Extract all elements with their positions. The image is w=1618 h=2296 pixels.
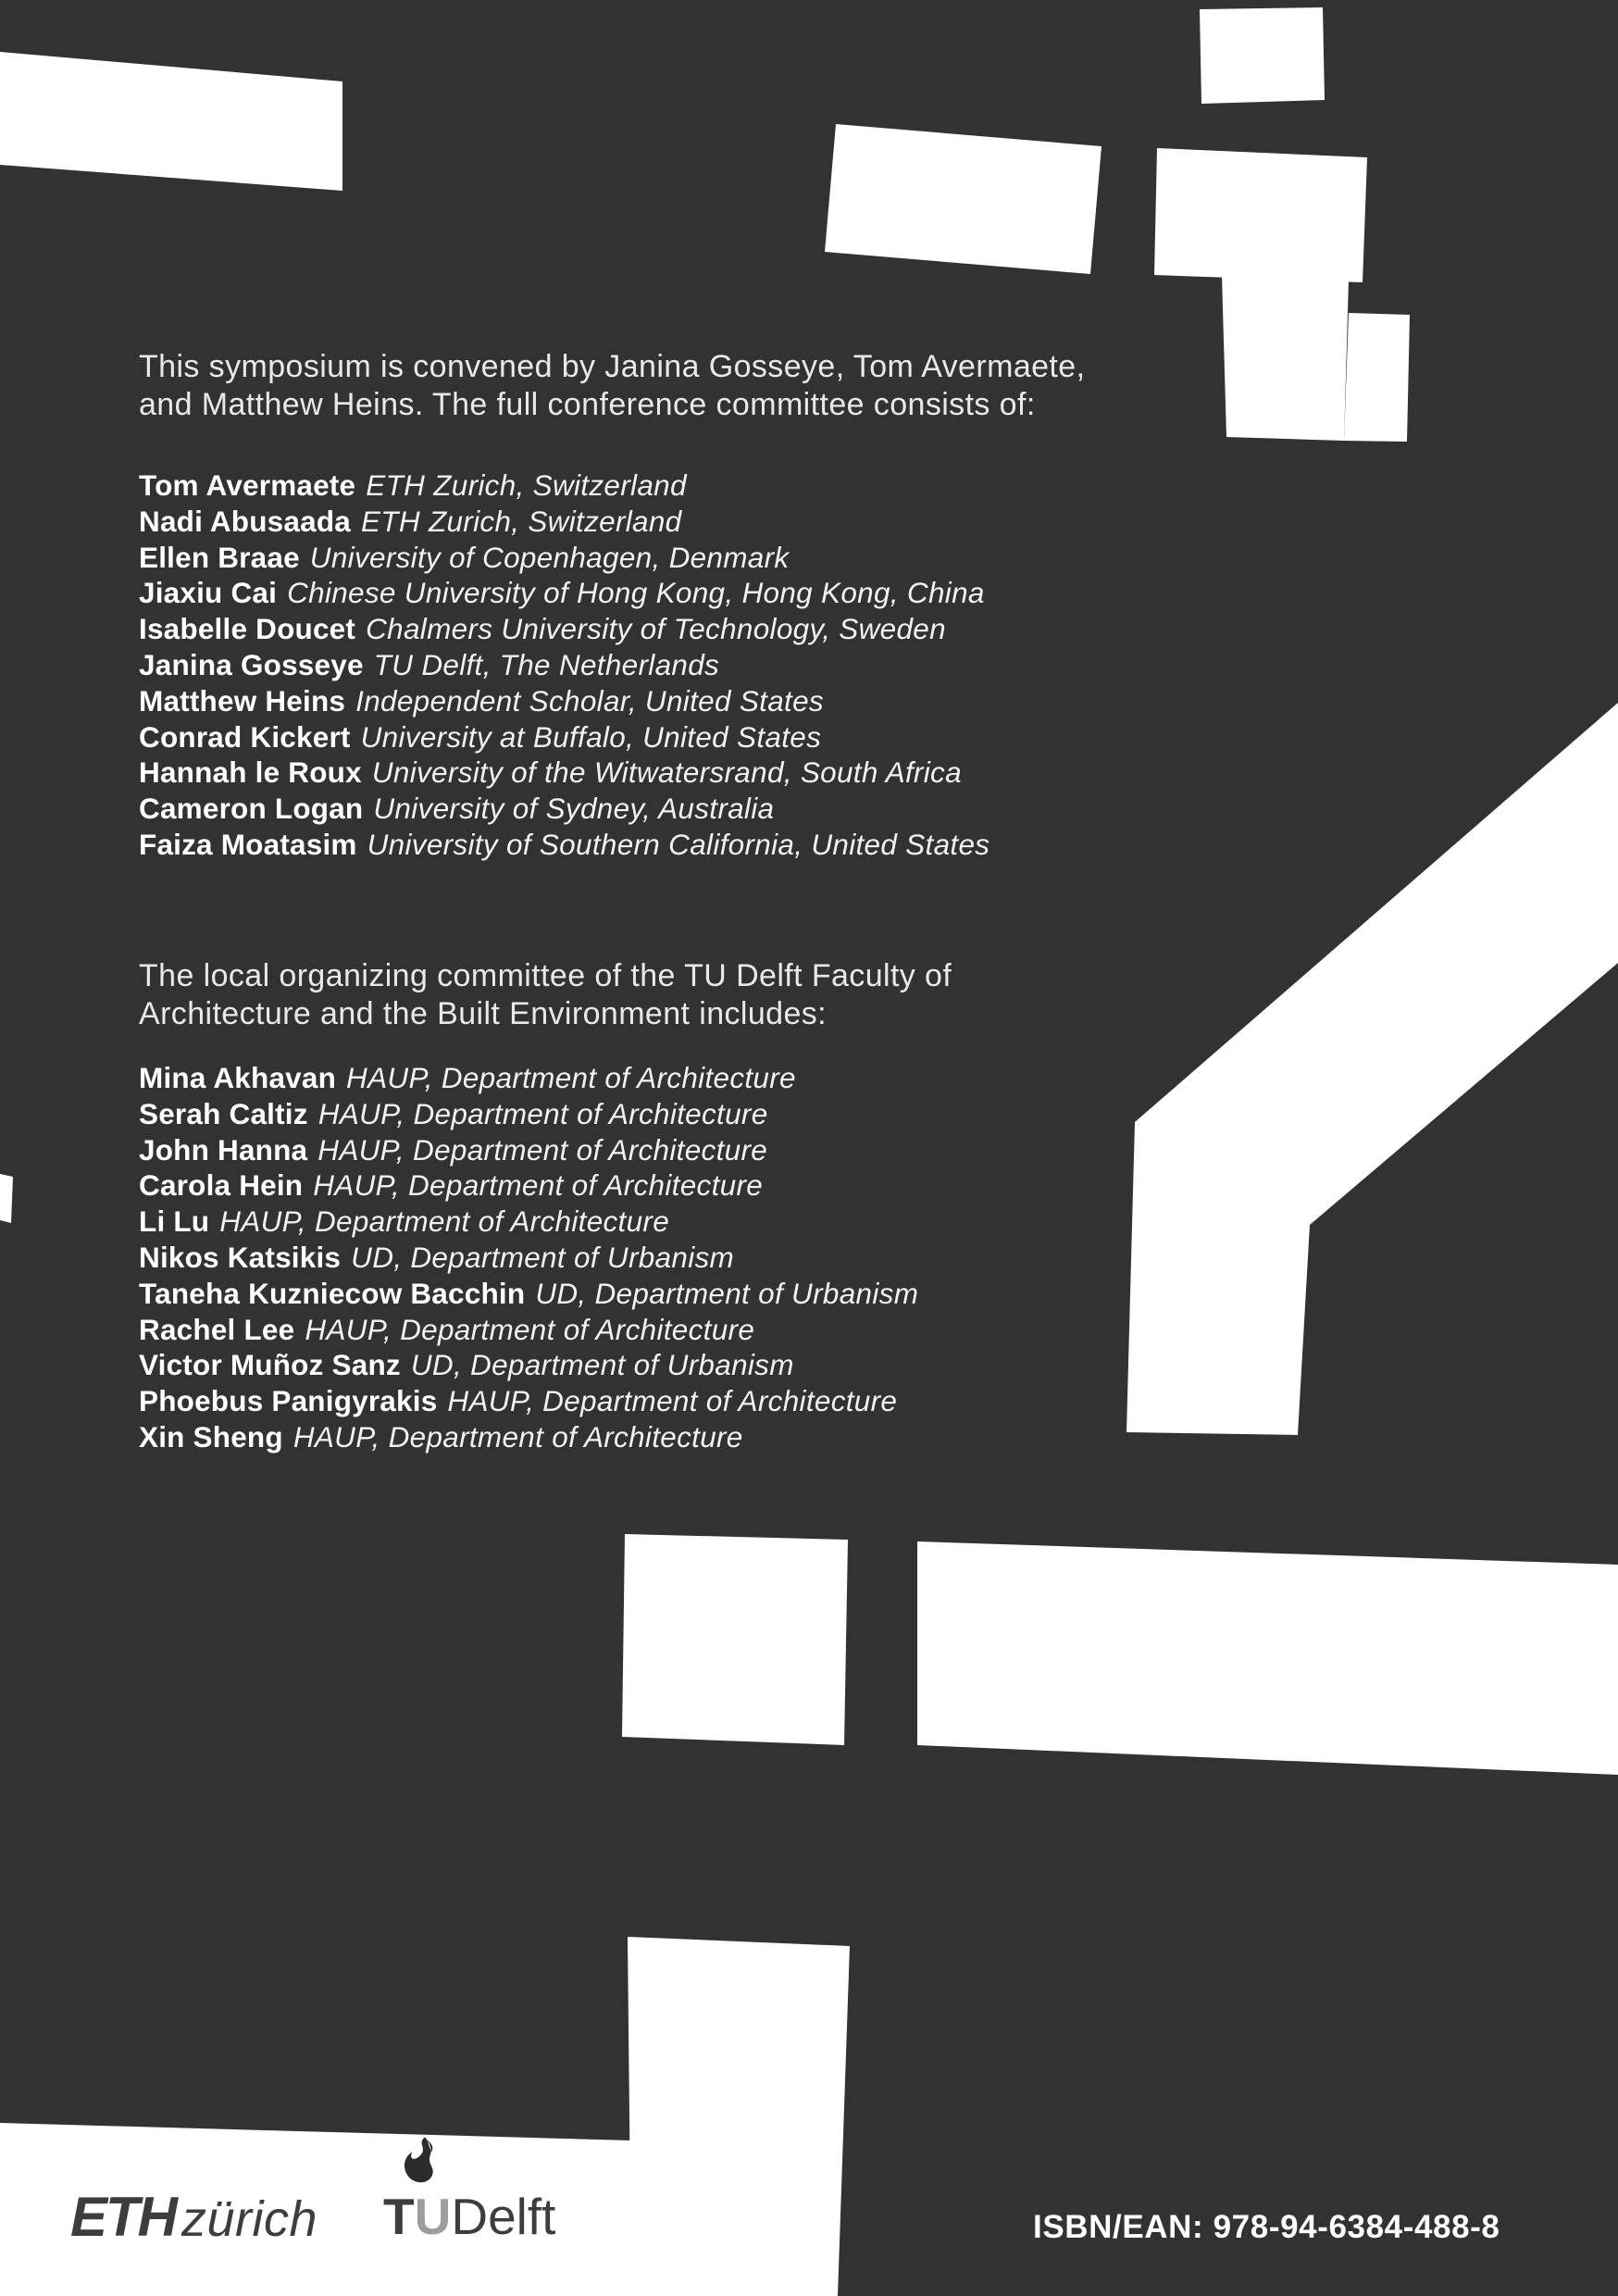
member-name: Taneha Kuzniecow Bacchin [139,1276,526,1310]
eth-wordmark: ETH [70,2186,176,2248]
member-affiliation: HAUP, Department of Architecture [313,1168,764,1203]
committee-member-row [139,791,989,827]
committee-member-row [139,755,989,791]
member-name: Isabelle Doucet [139,612,356,646]
committee-member-row [139,1060,918,1096]
committee-member-row [139,1347,918,1383]
committee-member-row [139,468,989,504]
map-fragment [1222,275,1349,441]
local-intro-line: Architecture and the Built Environment includes: [139,996,828,1031]
local-committee-list [139,1060,918,1455]
map-fragment [1126,703,1618,1435]
member-name: Matthew Heins [139,683,346,718]
map-fragment [0,52,342,191]
committee-member-row [139,1204,918,1240]
committee-member-row [139,1167,918,1204]
committee-member-row [139,575,989,611]
member-affiliation: University at Buffalo, United States [360,719,822,754]
member-name: Xin Sheng [139,1419,283,1454]
member-affiliation: Chinese University of Hong Kong, Hong Kong, China [287,576,985,610]
map-fragment [1344,313,1410,442]
member-affiliation: HAUP, Department of Architecture [447,1384,898,1418]
committee-member-row [139,827,989,863]
member-affiliation: HAUP, Department of Architecture [317,1096,768,1130]
member-name: Phoebus Panigyrakis [139,1384,438,1418]
local-committee-paragraph [139,957,952,1033]
member-affiliation: HAUP, Department of Architecture [219,1204,670,1239]
member-affiliation: University of Southern California, United States [367,827,990,861]
committee-member-row [139,504,989,540]
committee-member-row [139,1419,918,1455]
map-fragment [1200,7,1325,104]
intro-line: This symposium is convened by Janina Gosseye, Tom Avermaete, [139,349,1086,384]
local-intro-line: The local organizing committee of the TU Delft Faculty of [139,958,952,993]
committee-member-row [139,1383,918,1419]
map-fragment [825,124,1101,274]
member-affiliation: Independent Scholar, United States [355,683,824,718]
member-affiliation: UD, Department of Urbanism [351,1240,735,1274]
tud-delft-label: Delft [451,2188,556,2245]
committee-member-row [139,1240,918,1276]
member-name: Janina Gosseye [139,647,364,681]
member-affiliation: University of Sydney, Australia [373,792,775,826]
tudelft-wordmark [383,2187,555,2246]
member-name: Faiza Moatasim [139,827,357,861]
committee-member-row [139,540,989,576]
map-fragment [917,1541,1618,1775]
tudelft-flame-icon [400,2137,439,2189]
member-name: Nikos Katsikis [139,1240,342,1274]
member-name: Serah Caltiz [139,1096,308,1130]
member-name: Carola Hein [139,1168,304,1203]
committee-member-row [139,611,989,647]
committee-member-row [139,719,989,755]
intro-paragraph [139,348,1085,424]
member-name: Hannah le Roux [139,755,362,790]
tu-delft-logo [383,2137,642,2257]
member-affiliation: HAUP, Department of Architecture [292,1419,743,1454]
member-name: Conrad Kickert [139,719,351,754]
member-affiliation: ETH Zurich, Switzerland [366,468,687,502]
member-name: Nadi Abusaada [139,504,351,538]
map-fragment [0,1174,13,1223]
member-name: Mina Akhavan [139,1061,337,1094]
member-name: Victor Muñoz Sanz [139,1348,401,1382]
member-affiliation: UD, Department of Urbanism [535,1276,919,1310]
eth-zurich-logo [70,2185,317,2249]
member-affiliation: HAUP, Department of Architecture [305,1312,755,1346]
committee-member-row [139,1132,918,1168]
member-name: John Hanna [139,1132,308,1167]
tud-letter-u: U [414,2188,452,2245]
member-affiliation: HAUP, Department of Architecture [317,1132,768,1167]
committee-member-row [139,683,989,719]
member-name: Cameron Logan [139,792,364,826]
member-name: Li Lu [139,1204,210,1239]
member-name: Jiaxiu Cai [139,576,278,610]
map-fragment [628,1937,850,2296]
committee-member-row [139,647,989,683]
intro-line: and Matthew Heins. The full conference committee consists of: [139,387,1036,422]
member-affiliation: TU Delft, The Netherlands [373,647,720,681]
eth-city-label: zürich [181,2191,318,2247]
member-name: Ellen Braae [139,540,300,574]
member-affiliation: HAUP, Department of Architecture [346,1061,796,1094]
member-affiliation: University of the Witwatersrand, South Africa [371,755,962,790]
member-affiliation: University of Copenhagen, Denmark [309,540,790,574]
member-name: Rachel Lee [139,1312,295,1346]
member-affiliation: ETH Zurich, Switzerland [361,504,682,538]
conference-committee-list [139,468,989,863]
committee-member-row [139,1312,918,1348]
tud-letter-t: T [383,2188,415,2245]
member-affiliation: Chalmers University of Technology, Sweden [366,612,946,646]
map-fragment [622,1534,848,1745]
committee-member-row [139,1096,918,1132]
committee-member-row [139,1276,918,1312]
member-affiliation: UD, Department of Urbanism [410,1348,794,1382]
map-fragment [1154,148,1367,282]
member-name: Tom Avermaete [139,468,356,502]
isbn-label: ISBN/EAN: 978-94-6384-488-8 [1033,2209,1500,2245]
